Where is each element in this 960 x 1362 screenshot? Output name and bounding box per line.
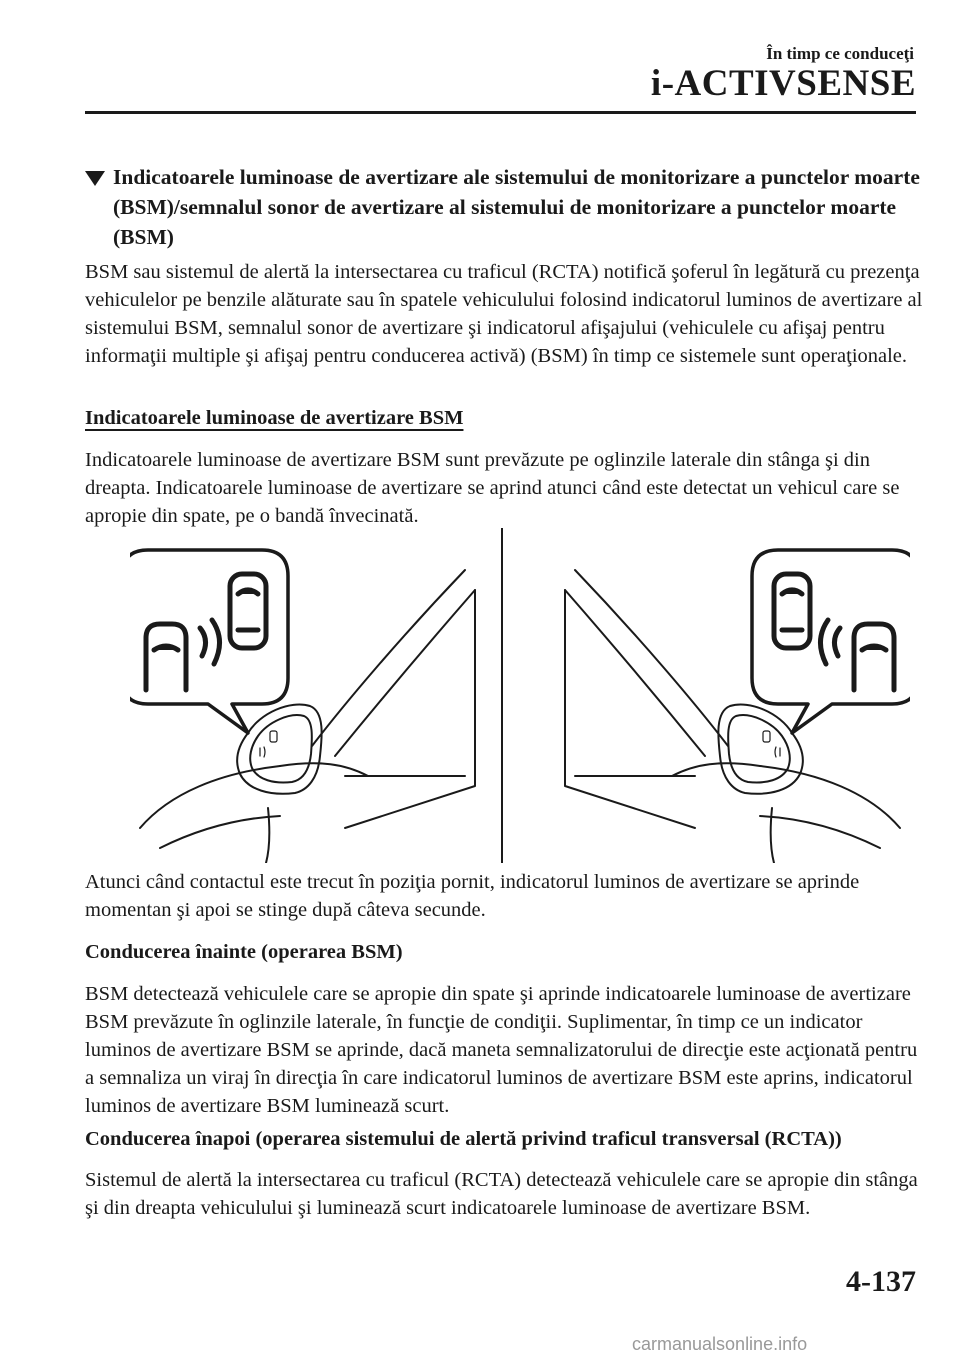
left-cowl-line: [280, 763, 368, 776]
left-side-view: [130, 550, 475, 863]
warning-lights-heading: Indicatoarele luminoase de avertizare BSM: [85, 407, 464, 429]
left-mirror-housing: [237, 705, 321, 794]
left-mirror-indicator-icon: [260, 731, 277, 757]
intro-paragraph: BSM sau sistemul de alertă la intersectarea cu traficul (RCTA) notifică şoferul în legătură cu prezenţa vehiculelor pe benzile alăturate sau în spatele vehiculului folosind indicatorul luminos de avertizare al sistemului BSM, semnalul sonor de avertizare şi indicatorul afişajului (vehiculele cu afişaj pentru informaţii multiple şi afişaj pentru conducerea activă) (BSM) în timp ce sistemele sunt operaţionale.: [85, 261, 923, 367]
left-body-line: [160, 816, 280, 848]
left-a-pillar-inner: [335, 590, 475, 756]
warning-lights-paragraph: Indicatoarele luminoase de avertizare BSM sunt prevăzute pe oglinzile laterale din stânga şi din dreapta. Indicatoarele luminoase de avertizare se aprind atunci când este detectat un vehicul care se apropie din spate, pe o bandă învecinată.: [85, 449, 900, 527]
left-a-pillar-outer: [312, 570, 465, 746]
header-chapter-title: i-ACTIVSENSE: [650, 63, 916, 104]
triangle-bullet-icon: [85, 171, 105, 186]
after-figure-paragraph: Atunci când contactul este trecut în poziţia pornit, indicatorul luminos de avertizare se aprinde momentan şi apoi se stinge după câteva secunde.: [85, 871, 860, 921]
forward-paragraph: BSM detectează vehiculele care se apropie din spate şi aprinde indicatoarele luminoase de avertizare BSM prevăzute în oglinzile laterale, în funcţie de condiţii. Suplimentar, în timp ce un indicator luminos de avertizare BSM se aprinde, dacă maneta semnalizatorului de direcţie este acţionată pentru a semnaliza un viraj în direcţia în care indicatorul luminos de avertizare BSM este aprins, indicatorul luminos de avertizare BSM luminează scurt.: [85, 983, 918, 1117]
reverse-paragraph: Sistemul de alertă la intersectarea cu traficul (RCTA) detectează vehiculele care se apropie din stânga şi din dreapta vehiculului şi luminează scurt indicatoarele luminoase de avertizare BSM.: [85, 1169, 918, 1219]
left-window-frame: [345, 590, 475, 828]
mirror-illustration: [130, 528, 910, 863]
page-number: 4-137: [846, 1265, 916, 1298]
reverse-heading: Conducerea înapoi (operarea sistemului de alertă privind traficul transversal (RCTA)): [85, 1128, 842, 1150]
header-section: În timp ce conduceţi: [766, 44, 914, 63]
watermark: carmanualsonline.info: [632, 1334, 808, 1354]
right-side-view: [565, 550, 910, 863]
section-title: Indicatoarele luminoase de avertizare ale sistemului de monitorizare a punctelor moarte (BSM)/semnalul sonor de avertizare al sistemului de monitorizare a punctelor moarte (BSM): [113, 165, 920, 249]
header-rule: [85, 111, 916, 114]
forward-heading: Conducerea înainte (operarea BSM): [85, 941, 403, 963]
section-heading: [85, 162, 930, 252]
right-mirror-housing: [718, 705, 802, 794]
